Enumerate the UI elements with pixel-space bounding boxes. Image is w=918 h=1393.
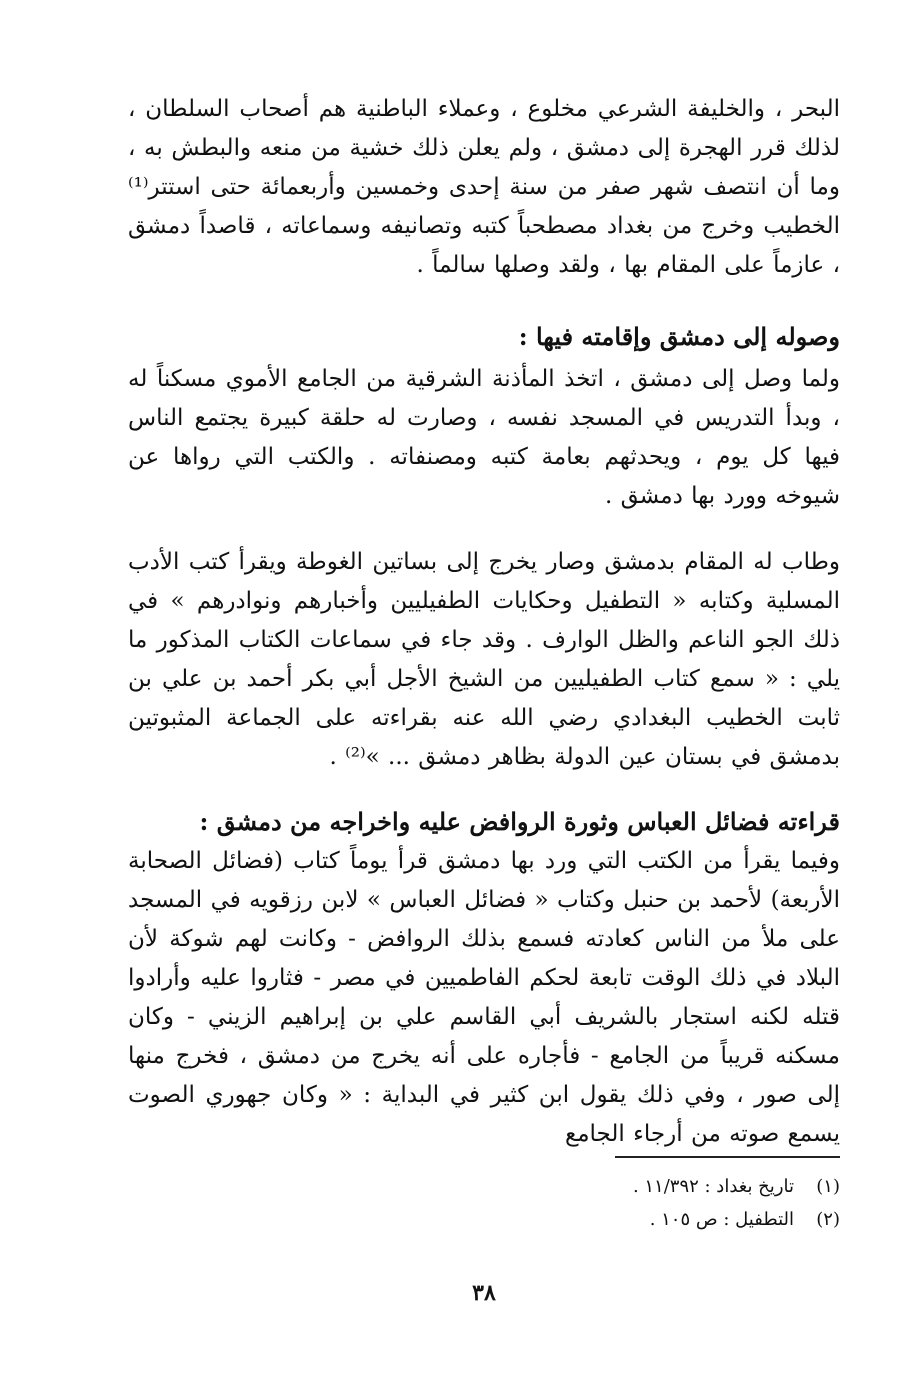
page-number: ٣٨ xyxy=(472,1280,496,1306)
book-page xyxy=(128,90,840,1350)
footnote-number: (١) xyxy=(816,1176,840,1197)
footnote-divider xyxy=(615,1156,840,1158)
paragraph-3: وطاب له المقام بدمشق وصار يخرج إلى بساتين الغوطة ويقرأ كتب الأدب المسلية وكتابه « التطفيل وحكايات الطفيليين وأخبارهم ونوادرهم » في ذلك الجو الناعم والظل الوارف . وقد جاء في سماعات الكتاب المذكور ما يلي : « سمع كتاب الطفيليين من الشيخ الأجل أبي بكر أحمد بن علي بن ثابت الخطيب البغدادي رضي الله عنه بقراءته على الجماعة المثبوتين بدمشق في بستان عين الدولة بظاهر دمشق ... »⁽²⁾ . xyxy=(128,549,840,770)
section-heading-expulsion: قراءته فضائل العباس وثورة الروافض عليه واخراجه من دمشق : xyxy=(199,807,840,836)
footnote-2 xyxy=(128,1203,840,1236)
footnote-1 xyxy=(128,1170,840,1203)
paragraph-2: ولما وصل إلى دمشق ، اتخذ المأذنة الشرقية من الجامع الأموي مسكناً له ، وبدأ التدريس في المسجد نفسه ، وصارت له حلقة كبيرة يجتمع الناس فيها كل يوم ، ويحدثهم بعامة كتبه ومصنفاته . والكتب التي رواها عن شيوخه وورد بها دمشق . xyxy=(128,366,840,509)
section-heading-arrival: وصوله إلى دمشق وإقامته فيها : xyxy=(518,322,840,351)
footnotes xyxy=(128,1170,840,1236)
footnote-number: (٢) xyxy=(816,1209,840,1230)
footnote-text: التطفيل : ص ١٠٥ . xyxy=(649,1209,794,1230)
paragraph-4: وفيما يقرأ من الكتب التي ورد بها دمشق قرأ يوماً كتاب (فضائل الصحابة الأربعة) لأحمد بن حنبل وكتاب « فضائل العباس » لابن رزقويه في المسجد على ملأ من الناس كعادته فسمع بذلك الروافض - وكانت لهم شوكة لأن البلاد في ذلك الوقت تابعة لحكم الفاطميين في مصر - فثاروا عليه وأرادوا قتله لكنه استجار بالشريف أبي القاسم علي بن إبراهيم الزيني - وكان مسكنه قريباً من الجامع - فأجاره على أنه يخرج من دمشق ، فخرج منها إلى صور ، وفي ذلك يقول ابن كثير في البداية : « وكان جهوري الصوت يسمع صوته من أرجاء الجامع xyxy=(128,848,840,1147)
paragraph-1: البحر ، والخليفة الشرعي مخلوع ، وعملاء الباطنية هم أصحاب السلطان ، لذلك قرر الهجرة إلى دمشق ، ولم يعلن ذلك خشية من منعه والبطش به ، وما أن انتصف شهر صفر من سنة إحدى وخمسين وأربعمائة حتى استتر⁽¹⁾ الخطيب وخرج من بغداد مصطحباً كتبه وتصانيفه وسماعاته ، قاصداً دمشق ، عازماً على المقام بها ، ولقد وصلها سالماً . xyxy=(128,96,840,278)
footnote-text: تاريخ بغداد : ١١/٣٩٢ . xyxy=(632,1176,794,1197)
